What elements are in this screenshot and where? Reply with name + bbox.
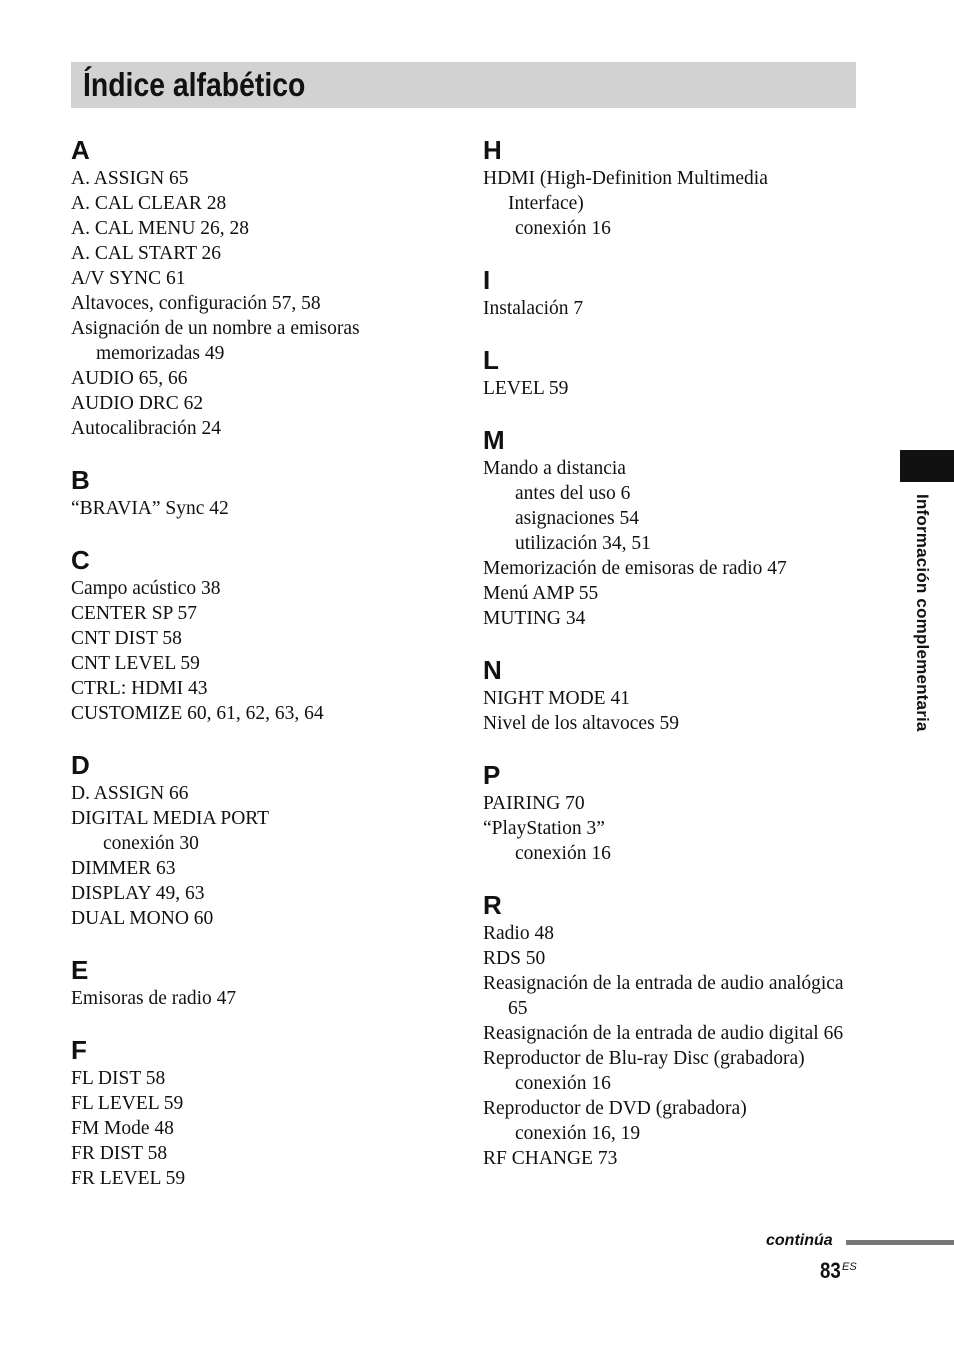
index-entry: FR LEVEL 59 bbox=[71, 1168, 186, 1189]
index-entry: LEVEL 59 bbox=[483, 378, 569, 399]
section-side-label: Información complementaria bbox=[913, 494, 932, 732]
page-number: 83 bbox=[820, 1258, 841, 1283]
index-entry: CTRL: HDMI 43 bbox=[71, 678, 208, 699]
index-section-c bbox=[71, 544, 461, 726]
index-entry: MUTING 34 bbox=[483, 608, 586, 629]
index-section-h bbox=[483, 134, 883, 241]
index-entry: Autocalibración 24 bbox=[71, 418, 221, 439]
index-entry: PAIRING 70 bbox=[483, 793, 585, 814]
index-entry: Menú AMP 55 bbox=[483, 583, 599, 604]
index-entry: CNT LEVEL 59 bbox=[71, 653, 200, 674]
section-letter: D bbox=[71, 750, 90, 780]
index-subentry: Interface) bbox=[508, 193, 584, 214]
index-entry: D. ASSIGN 66 bbox=[71, 783, 189, 804]
index-entry: Asignación de un nombre a emisoras bbox=[71, 318, 360, 339]
section-letter: R bbox=[483, 890, 502, 920]
index-section-p bbox=[483, 759, 883, 866]
index-entry: HDMI (High-Definition Multimedia bbox=[483, 168, 768, 189]
index-entry: CENTER SP 57 bbox=[71, 603, 198, 624]
index-entry: FM Mode 48 bbox=[71, 1118, 174, 1139]
section-letter: B bbox=[71, 465, 90, 495]
index-subentry: 65 bbox=[508, 998, 528, 1019]
index-entry: CUSTOMIZE 60, 61, 62, 63, 64 bbox=[71, 703, 324, 724]
index-entry: DIGITAL MEDIA PORT bbox=[71, 808, 270, 829]
section-letter: F bbox=[71, 1035, 87, 1065]
index-entry: Nivel de los altavoces 59 bbox=[483, 713, 680, 734]
index-entry: A. CAL MENU 26, 28 bbox=[71, 218, 250, 239]
index-entry: Memorización de emisoras de radio 47 bbox=[483, 558, 787, 579]
index-entry: FL DIST 58 bbox=[71, 1068, 166, 1089]
index-entry: Reproductor de Blu-ray Disc (grabadora) bbox=[483, 1048, 805, 1069]
index-subentry: antes del uso 6 bbox=[515, 483, 631, 504]
index-section-d bbox=[71, 749, 461, 931]
index-entry: “PlayStation 3” bbox=[483, 818, 605, 839]
index-entry: Emisoras de radio 47 bbox=[71, 988, 237, 1009]
index-entry: Radio 48 bbox=[483, 923, 554, 944]
index-entry: Reproductor de DVD (grabadora) bbox=[483, 1098, 747, 1119]
index-entry: DUAL MONO 60 bbox=[71, 908, 214, 929]
continues-rule bbox=[846, 1240, 954, 1245]
page-language-code: ES bbox=[842, 1261, 857, 1273]
index-subentry: conexión 16, 19 bbox=[515, 1123, 641, 1144]
index-entry: “BRAVIA” Sync 42 bbox=[71, 498, 229, 519]
section-letter: L bbox=[483, 345, 499, 375]
index-section-n bbox=[483, 654, 883, 736]
index-entry: A/V SYNC 61 bbox=[71, 268, 186, 289]
index-entry: Mando a distancia bbox=[483, 458, 626, 479]
section-letter: C bbox=[71, 545, 90, 575]
index-subentry: conexión 16 bbox=[515, 843, 611, 864]
index-entry: DIMMER 63 bbox=[71, 858, 176, 879]
index-section-r bbox=[483, 889, 883, 1171]
section-letter: A bbox=[71, 135, 90, 165]
index-entry: Reasignación de la entrada de audio analógica bbox=[483, 973, 844, 994]
section-letter: M bbox=[483, 425, 505, 455]
page-title: Índice alfabético bbox=[83, 66, 306, 103]
index-section-b bbox=[71, 464, 461, 521]
index-entry: FL LEVEL 59 bbox=[71, 1093, 184, 1114]
index-entry: RDS 50 bbox=[483, 948, 546, 969]
index-entry: AUDIO 65, 66 bbox=[71, 368, 188, 389]
index-entry: A. CAL START 26 bbox=[71, 243, 222, 264]
index-entry: RF CHANGE 73 bbox=[483, 1148, 618, 1169]
index-entry: A. ASSIGN 65 bbox=[71, 168, 189, 189]
index-subentry: conexión 30 bbox=[103, 833, 199, 854]
section-letter: P bbox=[483, 760, 501, 790]
index-subentry: utilización 34, 51 bbox=[515, 533, 651, 554]
index-entry: Reasignación de la entrada de audio digital 66 bbox=[483, 1023, 844, 1044]
section-tab-marker bbox=[900, 450, 954, 482]
section-letter: E bbox=[71, 955, 89, 985]
index-entry: A. CAL CLEAR 28 bbox=[71, 193, 227, 214]
index-entry: CNT DIST 58 bbox=[71, 628, 182, 649]
index-column-right bbox=[483, 134, 883, 1194]
index-subentry: memorizadas 49 bbox=[96, 343, 225, 364]
index-section-i bbox=[483, 264, 883, 321]
title-bar bbox=[71, 62, 856, 108]
section-letter: I bbox=[483, 265, 491, 295]
index-section-l bbox=[483, 344, 883, 401]
section-letter: N bbox=[483, 655, 502, 685]
index-column-left bbox=[71, 134, 461, 1214]
index-section-e bbox=[71, 954, 461, 1011]
index-subentry: asignaciones 54 bbox=[515, 508, 640, 529]
continues-label: continúa bbox=[766, 1232, 833, 1249]
index-section-m bbox=[483, 424, 883, 631]
index-subentry: conexión 16 bbox=[515, 218, 611, 239]
index-entry: NIGHT MODE 41 bbox=[483, 688, 630, 709]
index-entry: AUDIO DRC 62 bbox=[71, 393, 204, 414]
index-entry: Altavoces, configuración 57, 58 bbox=[71, 293, 321, 314]
index-entry: DISPLAY 49, 63 bbox=[71, 883, 205, 904]
index-entry: Instalación 7 bbox=[483, 298, 584, 319]
index-entry: FR DIST 58 bbox=[71, 1143, 168, 1164]
index-section-a bbox=[71, 134, 461, 441]
index-subentry: conexión 16 bbox=[515, 1073, 611, 1094]
index-section-f bbox=[71, 1034, 461, 1191]
section-letter: H bbox=[483, 135, 502, 165]
index-entry: Campo acústico 38 bbox=[71, 578, 221, 599]
